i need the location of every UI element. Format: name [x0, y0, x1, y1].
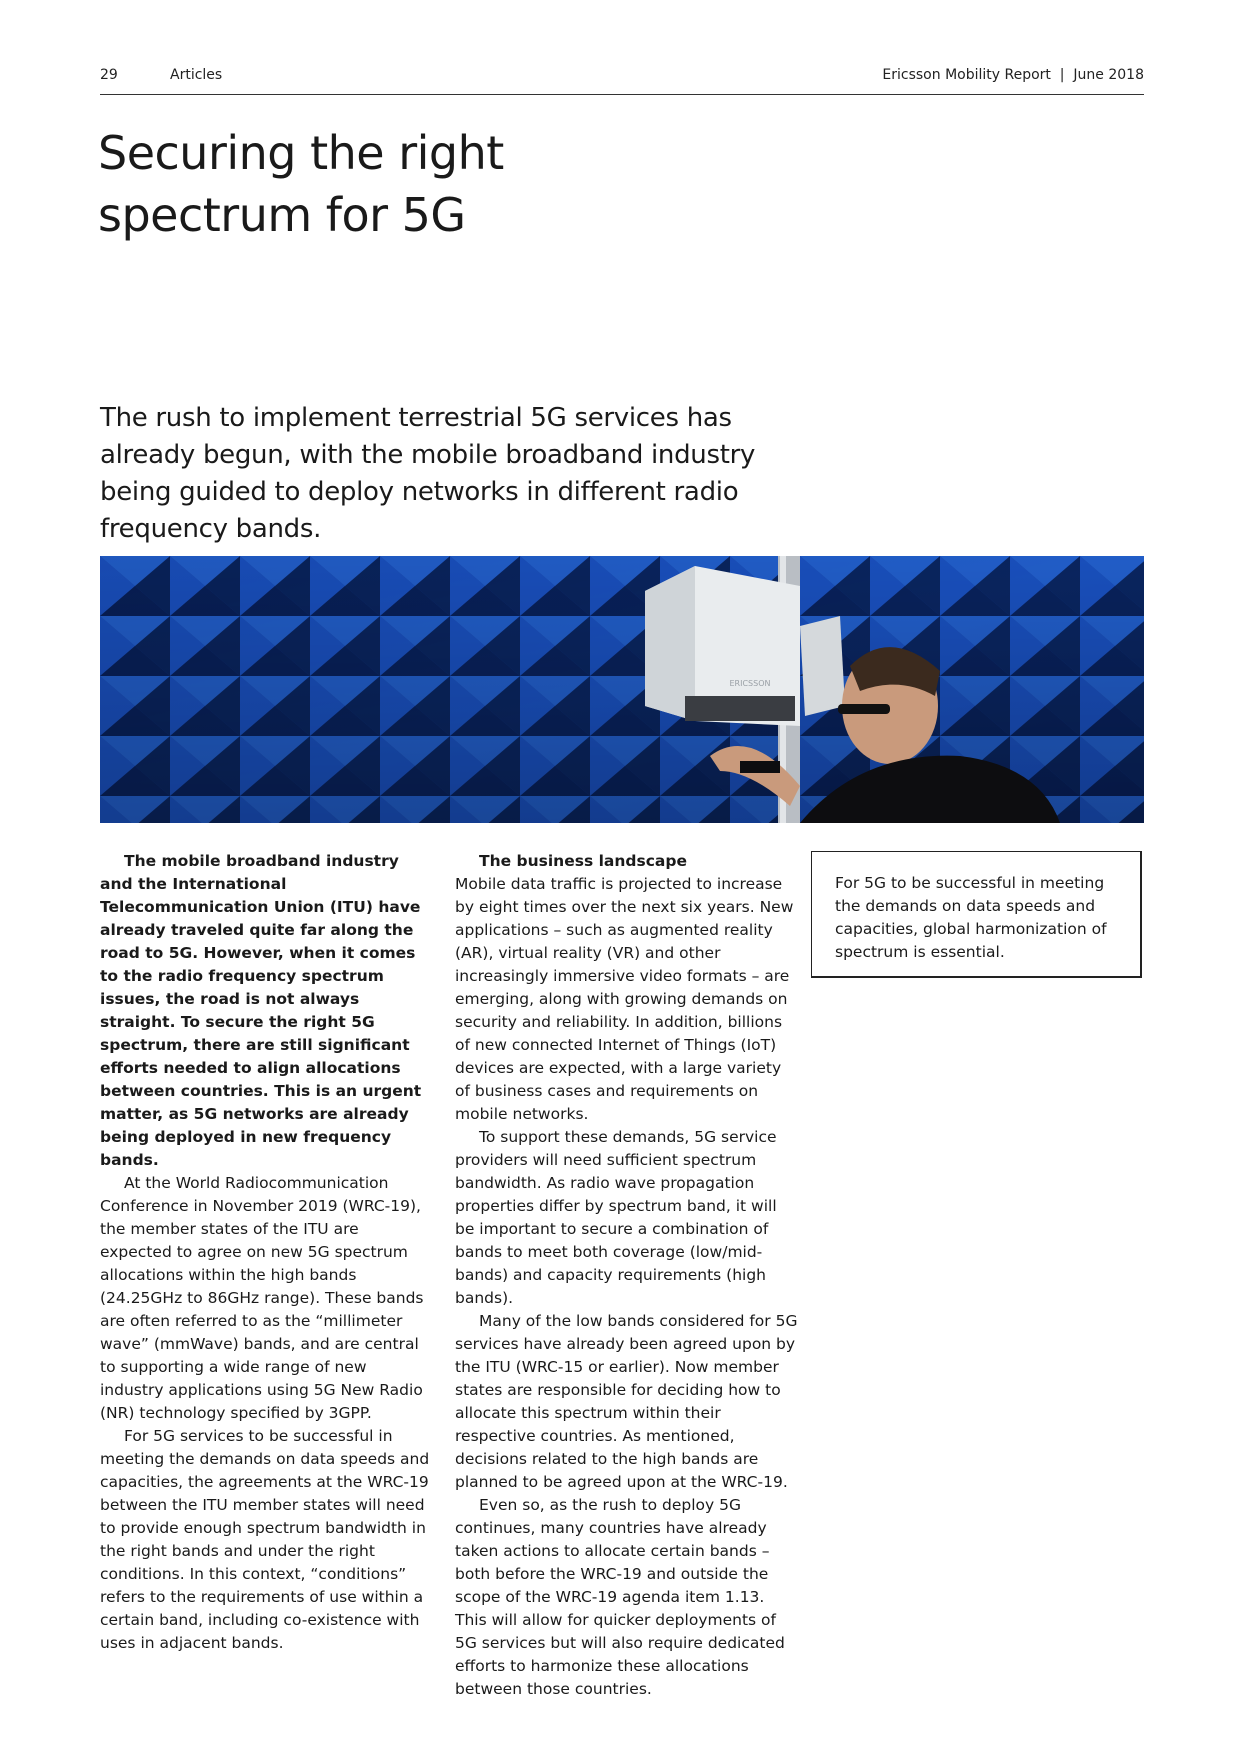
- article-lede: The rush to implement terrestrial 5G services has already begun, with the mobile broadband industry being guided to deploy networks in different radio frequency bands.: [100, 403, 756, 544]
- radio-unit-device: [645, 566, 800, 726]
- intro-paragraph: The mobile broadband industry and the International Telecommunication Union (ITU) have already traveled quite far along the road to 5G. However, when it comes to the radio frequency spectrum issues, the road is not always straight. To secure the right 5G spectrum, there are still significant efforts needed to align allocations between countries. This is an urgent matter, as 5G networks are already being deployed in new frequency bands.: [100, 852, 422, 1169]
- article-title: [98, 122, 698, 246]
- pull-quote-box: [811, 851, 1142, 978]
- body-paragraph: Mobile data traffic is projected to increase by eight times over the next six years. New applications – such as augmented reality (AR), virtual reality (VR) and other increasingly immersive video formats – are emerging, along with growing demands on security and reliability. In addition, billions of new connected Internet of Things (IoT) devices are expected, with a large variety of business cases and requirements on mobile networks.: [455, 875, 794, 1123]
- body-paragraph: Many of the low bands considered for 5G services have already been agreed upon by the ITU (WRC-15 or earlier). Now member states are responsible for deciding how to allocate this spectrum within their respective countries. As mentioned, decisions related to the high bands are planned to be agreed upon at the WRC-19.: [455, 1312, 798, 1491]
- section-subheading: The business landscape: [479, 852, 687, 870]
- svg-text:ERICSSON: ERICSSON: [729, 679, 771, 688]
- body-paragraph: To support these demands, 5G service providers will need sufficient spectrum bandwidth. As radio wave propagation properties differ by spectrum band, it will be important to secure a combination of bands to meet both coverage (low/mid-bands) and capacity requirements (high bands).: [455, 1128, 777, 1307]
- body-paragraph: At the World Radiocommunication Conference in November 2019 (WRC-19), the member states of the ITU are expected to agree on new 5G spectrum allocations within the high bands (24.25GHz to 86GHz range). These bands are often referred to as the “millimeter wave” (mmWave) bands, and are central to supporting a wide range of new industry applications using 5G New Radio (NR) technology specified by 3GPP.: [100, 1174, 424, 1422]
- page-header: [100, 64, 1144, 95]
- article-column-2: [455, 850, 800, 1701]
- publication-label: Ericsson Mobility Report | June 2018: [882, 67, 1144, 83]
- pull-quote-text: For 5G to be successful in meeting the demands on data speeds and capacities, global harmonization of spectrum is essential.: [835, 874, 1107, 961]
- body-paragraph: Even so, as the rush to deploy 5G continues, many countries have already taken actions to allocate certain bands – both before the WRC-19 and outside the scope of the WRC-19 agenda item 1.13. This will allow for quicker deployments of 5G services but will also require dedicated efforts to harmonize these allocations between those countries.: [455, 1496, 785, 1698]
- section-label: Articles: [170, 67, 223, 83]
- article-column-1: [100, 850, 432, 1655]
- page-number: 29: [100, 67, 118, 83]
- article-title-line-1: Securing the right: [98, 126, 504, 180]
- article-title-line-2: spectrum for 5G: [98, 188, 466, 242]
- hero-photo: [100, 556, 1144, 823]
- body-paragraph: For 5G services to be successful in meeting the demands on data speeds and capacities, the agreements at the WRC-19 between the ITU member states will need to provide enough spectrum bandwidth in the right bands and under the right conditions. In this context, “conditions” refers to the requirements of use within a certain band, including co-existence with uses in adjacent bands.: [100, 1427, 430, 1652]
